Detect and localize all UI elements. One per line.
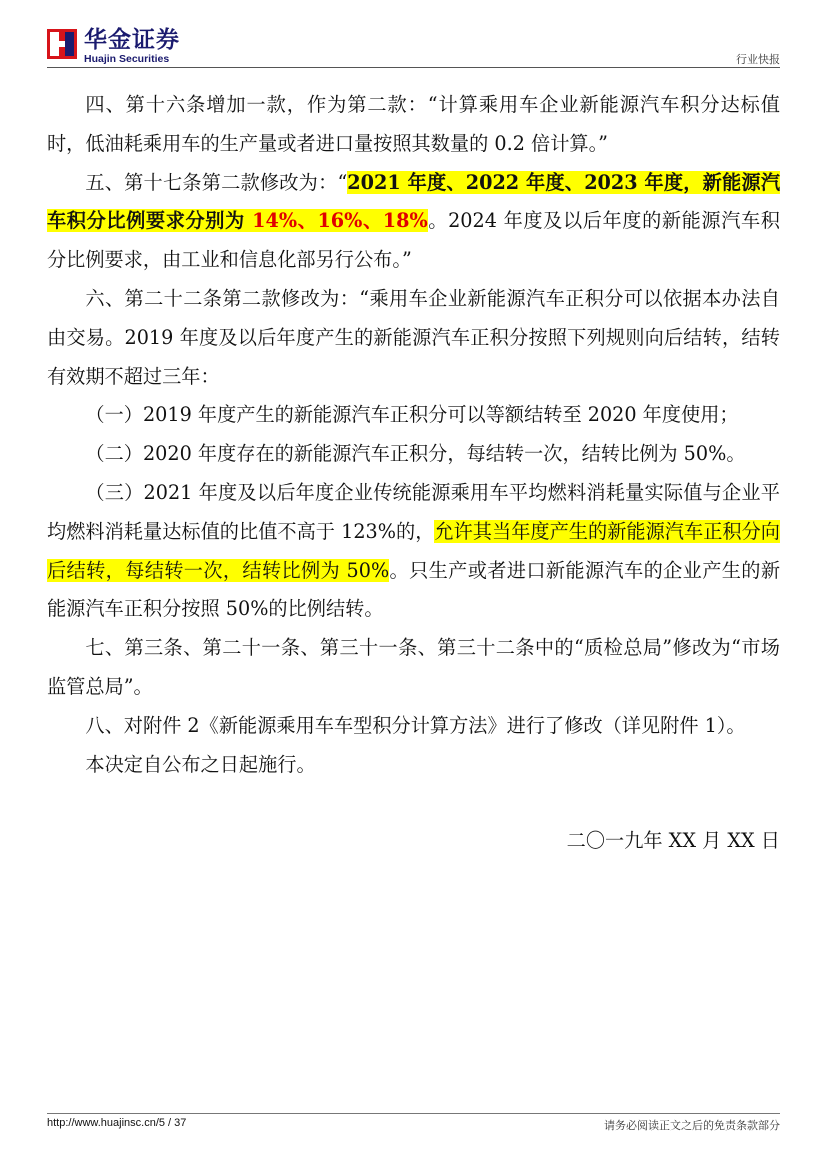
document-body (47, 86, 780, 861)
page-header (47, 22, 780, 68)
highlighted-carryover-rule: 允许其当年度产生的新能源汽车正积分向后结转，每结转一次，结转比例为 50% (47, 519, 780, 582)
article-17-rest: 。2024 年度及以后年度的新能源汽车积分比例要求，由工业和信息化部另行公布。” (47, 209, 780, 272)
footer-divider (47, 1113, 780, 1114)
article-17-intro: 五、第十七条第二款修改为：“ (85, 170, 348, 194)
rule-3-rest: 。只生产或者进口新能源汽车的企业产生的新能源汽车正积分按照 50%的比例结转。 (47, 558, 781, 621)
paragraph-attachment: 八、对附件 2《新能源乘用车车型积分计算方法》进行了修改（详见附件 1）。 (85, 713, 746, 737)
footer-disclaimer-note: 请务必阅读正文之后的免责条款部分 (604, 1119, 780, 1132)
paragraph-article-7: 七、第三条、第二十一条、第三十一条、第三十二条中的“质检总局”修改为“市场监管总局”。 (47, 636, 780, 698)
logo-english-name: Huajin Securities (84, 53, 170, 65)
rule-3-intro: （三）2021 年度及以后年度企业传统能源乘用车平均燃料消耗量实际值与企业平均燃料消耗量达标值的比值不高于 123%的， (47, 480, 780, 543)
paragraph-rule-2: （二）2020 年度存在的新能源汽车正积分，每结转一次，结转比例为 50%。 (85, 442, 746, 466)
paragraph-article-17 (47, 164, 780, 280)
ratio-years-text: 2021 年度、2022 年度、2023 年度，新能源汽车积分比例要求分别为 (47, 170, 781, 233)
paragraph-effective: 本决定自公布之日起施行。 (85, 752, 316, 776)
logo-chinese-name: 华金证券 (84, 27, 180, 53)
ratio-values-text: 14%、16%、18% (252, 209, 428, 233)
header-divider (47, 67, 780, 68)
huajin-logo-icon (47, 29, 77, 59)
paragraph-article-16: 四、第十六条增加一款，作为第二款：“计算乘用车企业新能源汽车积分达标值时，低油耗乘用车的生产量或者进口量按照其数量的 0.2 倍计算。” (47, 93, 780, 155)
paragraph-rule-3 (47, 474, 780, 629)
report-type-label: 行业快报 (736, 53, 780, 66)
paragraph-article-22: 六、第二十二条第二款修改为：“乘用车企业新能源汽车正积分可以依据本办法自由交易。2019 年度及以后年度产生的新能源汽车正积分按照下列规则向后结转，结转有效期不超过三年： (47, 286, 780, 388)
document-date: 二〇一九年 XX 月 XX 日 (566, 829, 780, 853)
footer-url-page[interactable]: http://www.huajinsc.cn/5 / 37 (47, 1117, 187, 1129)
paragraph-rule-1: （一）2019 年度产生的新能源汽车正积分可以等额结转至 2020 年度使用； (85, 403, 739, 427)
